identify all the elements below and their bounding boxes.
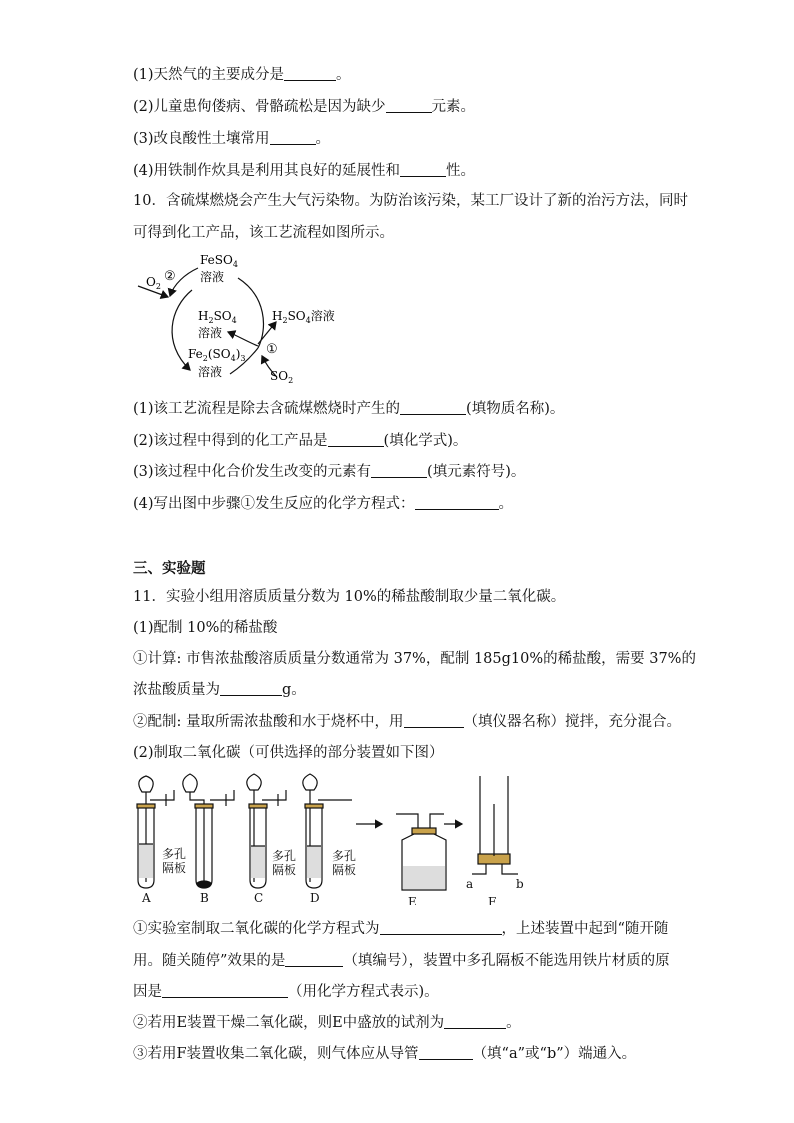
q9-part1: (1)天然气的主要成分是 。 <box>133 67 351 83</box>
answer-blank[interactable] <box>404 713 464 728</box>
answer-blank[interactable] <box>415 495 499 510</box>
tube-label-b: b <box>516 877 524 891</box>
answer-blank[interactable] <box>328 432 384 447</box>
q10-part1: (1)该工艺流程是除去含硫煤燃烧时产生的 (填物质名称)。 <box>133 401 565 417</box>
label-C: C <box>254 891 264 905</box>
q9-part2: (2)儿童患佝偻病、骨骼疏松是因为缺少 元素。 <box>133 99 476 115</box>
so2-label: $SO_2$ <box>270 369 294 385</box>
answer-blank[interactable] <box>380 920 502 935</box>
fe2so43-solution: 溶液 <box>198 365 223 379</box>
label-E: E <box>408 895 417 905</box>
cycle-arc-right <box>238 278 263 348</box>
q11-collect-line: ③若用F装置收集二氧化碳，则气体应从导管 （填“a”或“b”）端通入。 <box>133 1046 637 1062</box>
feso4-label: FeSO$_4$ <box>200 253 238 269</box>
plate-label-D1: 多孔 <box>332 849 357 863</box>
answer-blank[interactable] <box>270 130 316 145</box>
answer-blank[interactable] <box>419 1045 473 1060</box>
answer-blank[interactable] <box>386 98 432 113</box>
o2-label: $O_2$ <box>146 275 161 291</box>
q11-calc-line2: 浓盐酸质量为 g。 <box>133 682 306 698</box>
h2so4-inner-solution: 溶液 <box>198 326 223 340</box>
q11-stem: 11．实验小组用溶质质量分数为 10%的稀盐酸制取少量二氧化碳。 <box>133 589 566 605</box>
plate-label-C1: 多孔 <box>272 849 297 863</box>
q10-part2: (2)该过程中得到的化工产品是 (填化学式)。 <box>133 433 468 449</box>
label-F: F <box>488 895 497 905</box>
q9-part3: (3)改良酸性土壤常用 。 <box>133 131 331 147</box>
plate-label-C2: 隔板 <box>272 863 297 877</box>
q10-stem-line2: 可得到化工产品，该工艺流程如图所示。 <box>133 225 394 241</box>
answer-blank[interactable] <box>400 162 446 177</box>
step1-label: ① <box>266 342 278 357</box>
process-flow-diagram <box>130 248 360 388</box>
answer-blank[interactable] <box>284 66 336 81</box>
apparatus-figure <box>126 770 546 905</box>
h2so4-product-label: $H_2SO_4$溶液 <box>272 309 335 325</box>
label-B: B <box>200 891 209 905</box>
plate-label-A1: 多孔 <box>162 847 187 861</box>
answer-blank[interactable] <box>220 681 282 696</box>
answer-blank[interactable] <box>162 983 288 998</box>
plate-label-D2: 隔板 <box>332 863 357 877</box>
h2so4-inner-label: $H_2SO_4$ <box>198 309 237 325</box>
q11-dry-line: ②若用E装置干燥二氧化碳，则E中盛放的试剂为 。 <box>133 1015 521 1031</box>
q11-calc-line1: ①计算: 市售浓盐酸溶质质量分数通常为 37%，配制 185g10%的稀盐酸，需要 37%的 <box>133 651 696 667</box>
inner-arrow <box>228 332 258 346</box>
answer-blank[interactable] <box>285 952 343 967</box>
answer-blank[interactable] <box>444 1014 506 1029</box>
step2-label: ② <box>164 269 176 284</box>
q11-sub2: (2)制取二氧化碳（可供选择的部分装置如下图） <box>133 745 444 761</box>
answer-blank[interactable] <box>400 400 466 415</box>
label-A: A <box>142 891 151 905</box>
fe2so43-label: $Fe_2(SO_4)_3$ <box>188 347 246 363</box>
section-title: 三、实验题 <box>133 560 206 577</box>
feso4-solution: 溶液 <box>200 270 225 284</box>
q10-part4: (4)写出图中步骤①发生反应的化学方程式： 。 <box>133 496 514 512</box>
label-D: D <box>310 891 320 905</box>
q11-sub1: (1)配制 10%的稀盐酸 <box>133 620 278 636</box>
product-arrow <box>258 322 276 344</box>
q10-part3: (3)该过程中化合价发生改变的元素有 (填元素符号)。 <box>133 464 526 480</box>
q11-eq-line3: 因是 （用化学方程式表示)。 <box>133 984 439 1000</box>
q11-eq-line1: ①实验室制取二氧化碳的化学方程式为 ，上述装置中起到“随开随 <box>133 921 669 937</box>
tube-label-a: a <box>466 877 474 891</box>
q11-prep-line: ②配制: 量取所需浓盐酸和水于烧杯中，用 （填仪器名称）搅拌，充分混合。 <box>133 714 681 730</box>
plate-label-A2: 隔板 <box>162 861 187 875</box>
q10-stem-line1: 10．含硫煤燃烧会产生大气污染物。为防治该污染，某工厂设计了新的治污方法，同时 <box>133 193 688 209</box>
q11-eq-line2: 用。随关随停”效果的是 （填编号），装置中多孔隔板不能选用铁片材质的原 <box>133 953 670 969</box>
q9-part4: (4)用铁制作炊具是利用其良好的延展性和 性。 <box>133 163 476 179</box>
answer-blank[interactable] <box>371 463 427 478</box>
